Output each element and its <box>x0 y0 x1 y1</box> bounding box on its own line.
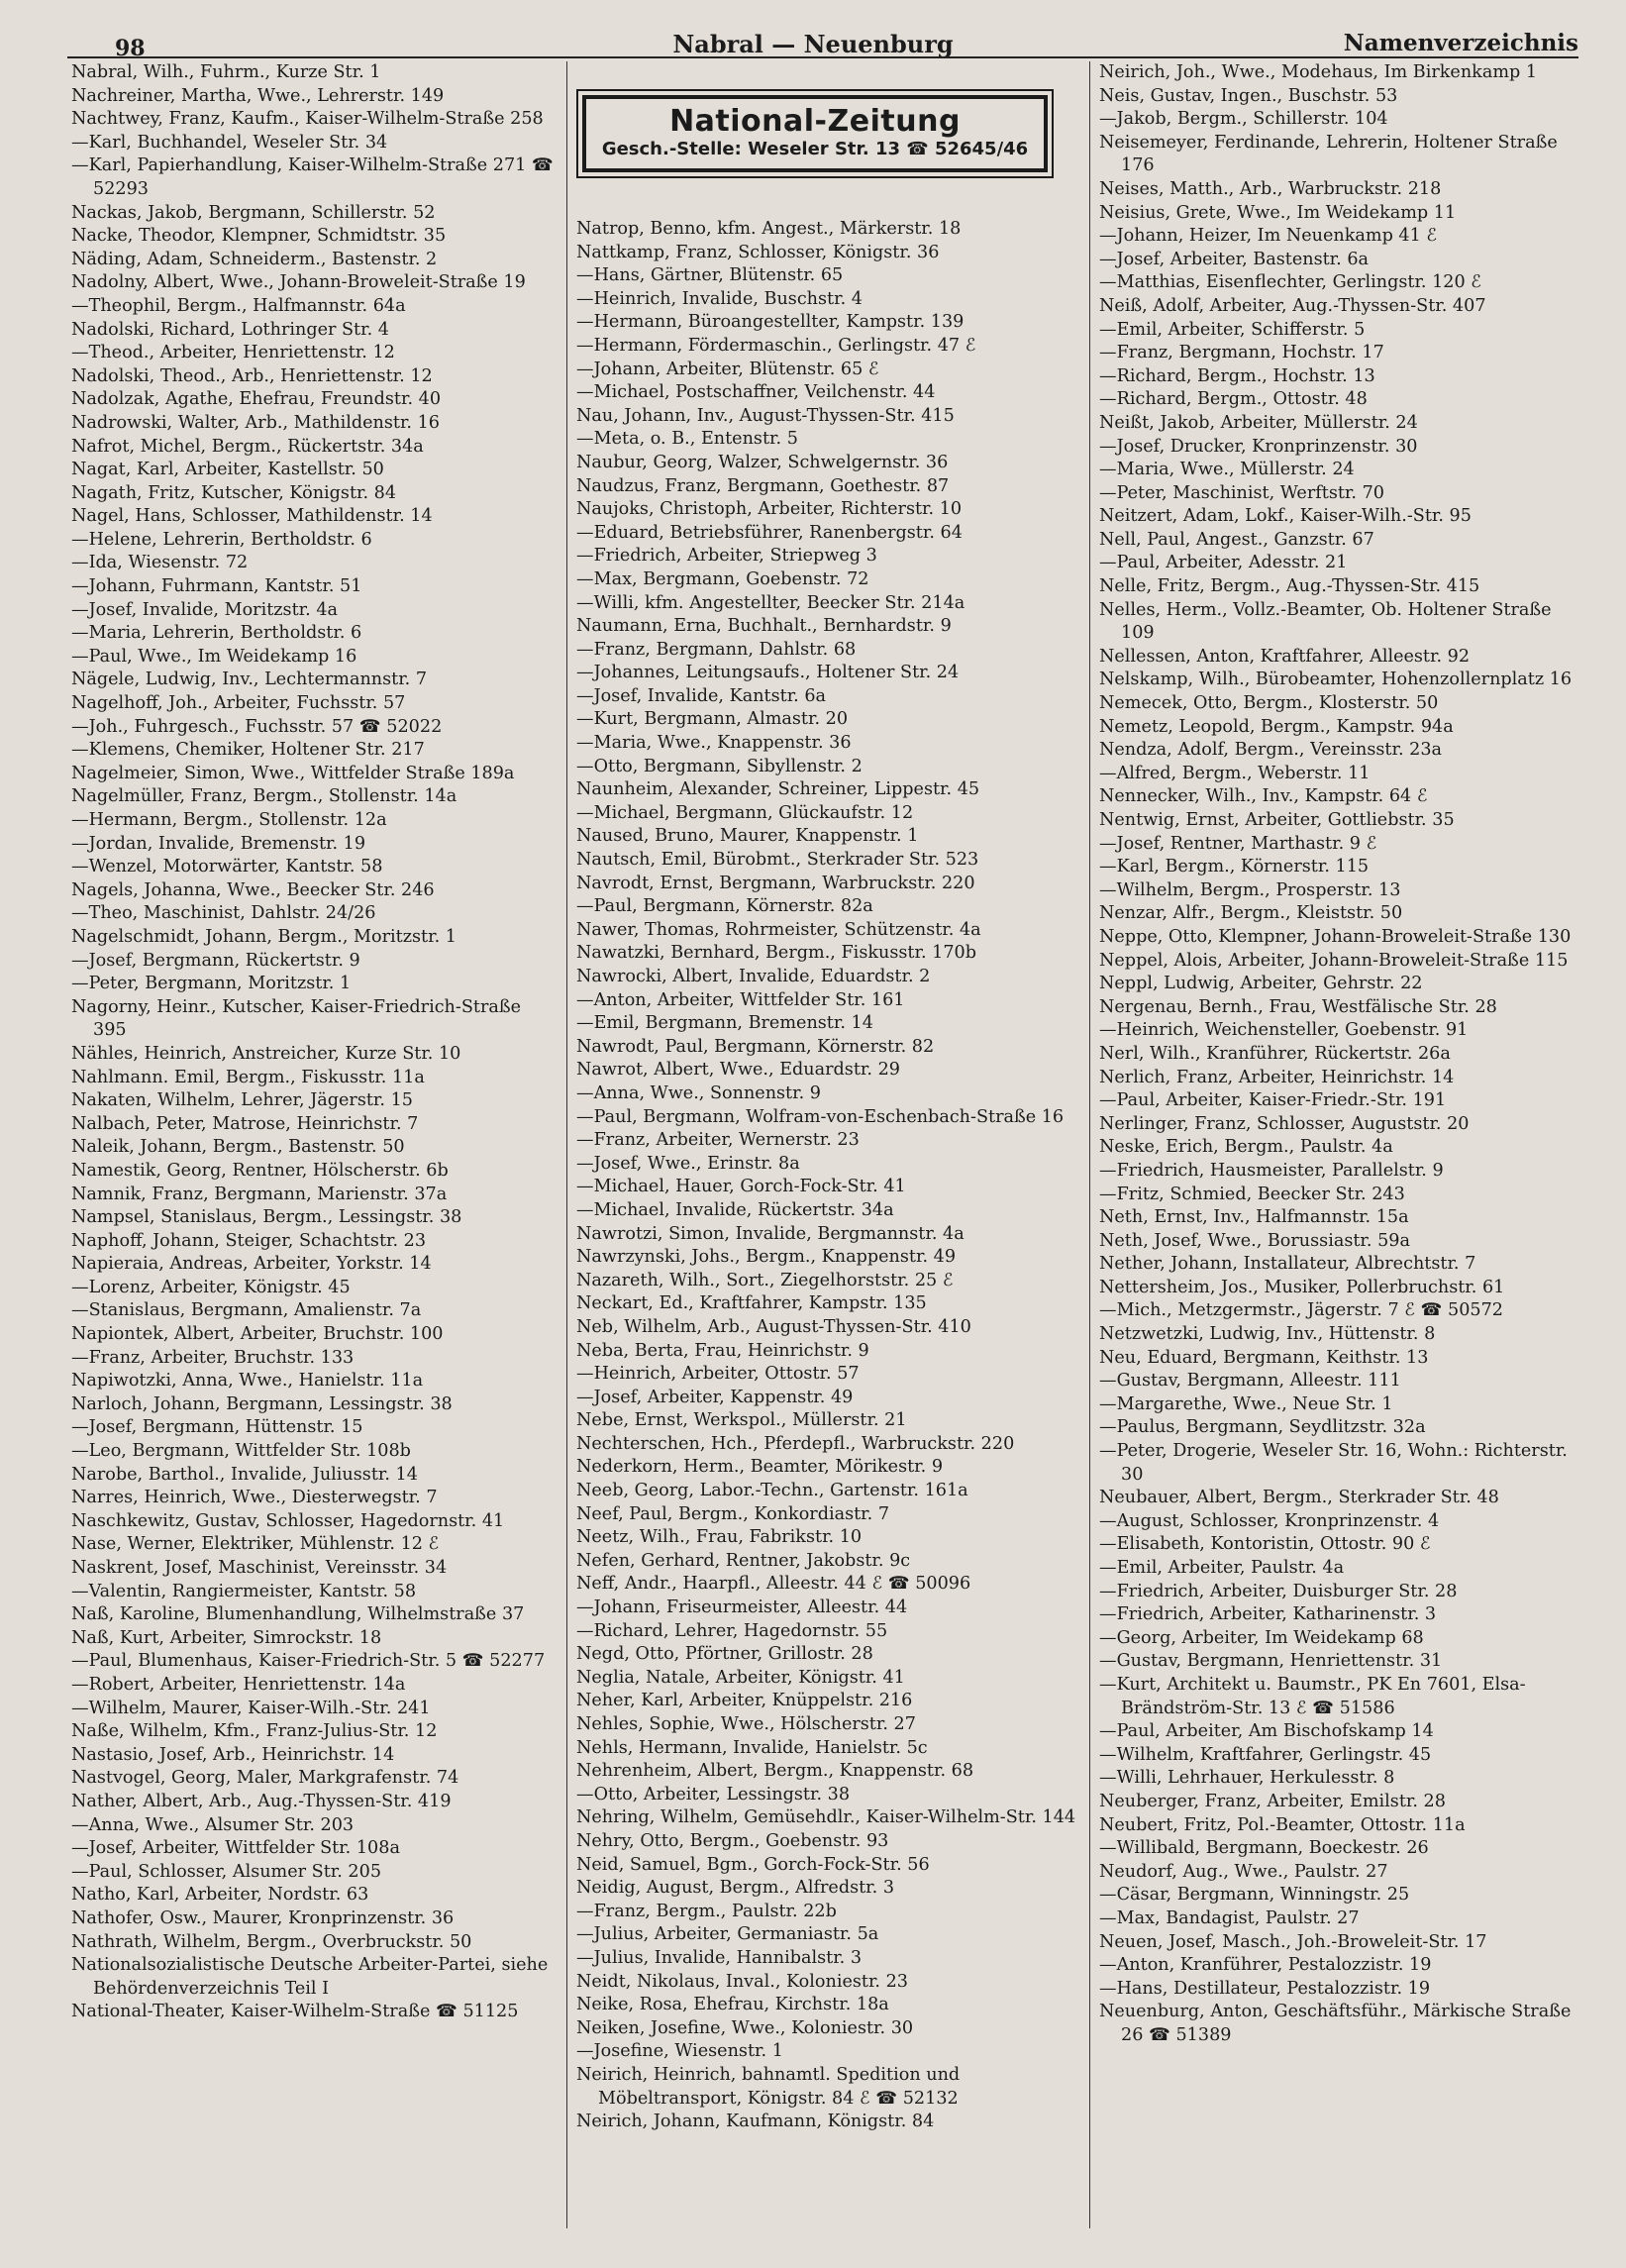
directory-entry: Nendza, Adolf, Bergm., Vereinsstr. 23a <box>1099 740 1443 761</box>
directory-entry: Neckart, Ed., Kraftfahrer, Kampstr. 135 <box>576 1293 927 1314</box>
directory-entry: —Paul, Bergmann, Körnerstr. 82a <box>576 896 873 917</box>
directory-entry: —Franz, Bergm., Paulstr. 22b <box>576 1901 837 1921</box>
directory-entry: Nagelmeier, Simon, Wwe., Wittfelder Straße 189a <box>71 763 515 783</box>
directory-entry: Naß, Karoline, Blumenhandlung, Wilhelmstraße 37 <box>71 1604 525 1625</box>
directory-entry: —Leo, Bergmann, Wittfelder Str. 108b <box>71 1441 411 1462</box>
directory-entry: Neid, Samuel, Bgm., Gorch-Fock-Str. 56 <box>576 1854 930 1875</box>
directory-entry: —Hermann, Bergm., Stollenstr. 12a <box>71 810 387 830</box>
directory-entry: Negd, Otto, Pförtner, Grillostr. 28 <box>576 1644 873 1665</box>
directory-entry: —Michael, Bergmann, Glückaufstr. 12 <box>576 802 914 823</box>
directory-entry: Nabral, Wilh., Fuhrm., Kurze Str. 1 <box>71 62 381 82</box>
directory-entry: —Georg, Arbeiter, Im Weidekamp 68 <box>1099 1627 1424 1648</box>
directory-entry: Nattkamp, Franz, Schlosser, Königstr. 36 <box>576 242 940 262</box>
ad-details: Gesch.-Stelle: Weseler Str. 13 ☎ 52645/46 <box>601 139 1029 159</box>
directory-entry: Naskrent, Josef, Maschinist, Vereinsstr. 34 <box>71 1558 448 1578</box>
directory-entry: —Maria, Lehrerin, Bertholdstr. 6 <box>71 623 362 644</box>
directory-entry: Naleik, Johann, Bergm., Bastenstr. 50 <box>71 1137 405 1158</box>
directory-entry: —Anna, Wwe., Sonnenstr. 9 <box>576 1082 821 1103</box>
directory-entry: —Maria, Wwe., Knappenstr. 36 <box>576 733 852 754</box>
directory-entry: Nathrath, Wilhelm, Bergm., Overbruckstr. 50 <box>71 1931 472 1952</box>
directory-entry: —Michael, Invalide, Rückertstr. 34a <box>576 1199 894 1220</box>
directory-entry: Nerlinger, Franz, Schlosser, Auguststr. 20 <box>1099 1113 1470 1134</box>
directory-entry: Nawrot, Albert, Wwe., Eduardstr. 29 <box>576 1060 900 1081</box>
directory-entry: Neis, Gustav, Ingen., Buschstr. 53 <box>1099 85 1398 106</box>
directory-entry: —Kurt, Bergmann, Almastr. 20 <box>576 709 849 730</box>
directory-entry: Nefen, Gerhard, Rentner, Jakobstr. 9c <box>576 1550 911 1571</box>
directory-entry: Nelle, Fritz, Bergm., Aug.-Thyssen-Str. 415 <box>1099 576 1480 597</box>
directory-entry: —Emil, Arbeiter, Paulstr. 4a <box>1099 1558 1345 1578</box>
directory-entry: Neppl, Ludwig, Arbeiter, Gehrstr. 22 <box>1099 974 1423 994</box>
directory-entry: —Lorenz, Arbeiter, Königstr. 45 <box>71 1277 351 1297</box>
directory-entry: Nell, Paul, Angest., Ganzstr. 67 <box>1099 529 1374 550</box>
directory-entry: —Heinrich, Arbeiter, Ottostr. 57 <box>576 1364 860 1385</box>
directory-entry: Napieraia, Andreas, Arbeiter, Yorkstr. 14 <box>71 1254 432 1275</box>
directory-entry: —Michael, Postschaffner, Veilchenstr. 44 <box>576 382 936 403</box>
directory-entry: Narres, Heinrich, Wwe., Diesterwegstr. 7 <box>71 1488 438 1508</box>
directory-entry: —Paul, Bergmann, Wolfram-von-Eschenbach-Straße 16 <box>576 1106 1065 1127</box>
directory-entry: Nather, Albert, Arb., Aug.-Thyssen-Str. 419 <box>71 1791 452 1811</box>
directory-entry: —Julius, Invalide, Hannibalstr. 3 <box>576 1947 863 1968</box>
directory-entry: —Franz, Bergmann, Dahlstr. 68 <box>576 639 857 660</box>
directory-entry: —Heinrich, Weichensteller, Goebenstr. 91 <box>1099 1020 1469 1041</box>
directory-entry: Nagels, Johanna, Wwe., Beecker Str. 246 <box>71 879 435 900</box>
directory-entry: Naujoks, Christoph, Arbeiter, Richterstr. 10 <box>576 499 963 520</box>
directory-entry: Naused, Bruno, Maurer, Knappenstr. 1 <box>576 826 919 847</box>
directory-entry: —Paul, Arbeiter, Adesstr. 21 <box>1099 553 1348 573</box>
directory-entry: Nampsel, Stanislaus, Bergm., Lessingstr. 38 <box>71 1207 462 1228</box>
directory-entry: Nelskamp, Wilh., Bürobeamter, Hohenzollernplatz 16 <box>1099 670 1573 690</box>
directory-entry: —Valentin, Rangiermeister, Kantstr. 58 <box>71 1581 417 1601</box>
directory-entry: —Friedrich, Arbeiter, Striepweg 3 <box>576 546 877 567</box>
directory-entry: —Willi, kfm. Angestellter, Beecker Str. 214a <box>576 592 965 613</box>
directory-entry: —Max, Bandagist, Paulstr. 27 <box>1099 1907 1360 1928</box>
directory-entry: Nagorny, Heinr., Kutscher, Kaiser-Friedrich-Straße 395 <box>71 996 522 1041</box>
directory-entry: Nase, Werner, Elektriker, Mühlenstr. 12 ℰ <box>71 1534 440 1555</box>
directory-entry: Nawrodt, Paul, Bergmann, Körnerstr. 82 <box>576 1036 935 1057</box>
directory-entry: —Otto, Bergmann, Sibyllenstr. 2 <box>576 756 863 776</box>
directory-entry: Netzwetzki, Ludwig, Inv., Hüttenstr. 8 <box>1099 1324 1436 1345</box>
directory-entry: Neu, Eduard, Bergmann, Keithstr. 13 <box>1099 1347 1429 1368</box>
directory-entry: —Willi, Lehrhauer, Herkulesstr. 8 <box>1099 1768 1395 1789</box>
directory-entry: Napiwotzki, Anna, Wwe., Hanielstr. 11a <box>71 1371 424 1392</box>
directory-entry: —Julius, Arbeiter, Germaniastr. 5a <box>576 1924 879 1945</box>
directory-entry: Neirich, Joh., Wwe., Modehaus, Im Birkenkamp 1 <box>1099 62 1538 82</box>
directory-entry: Naphoff, Johann, Steiger, Schachtstr. 23 <box>71 1230 427 1251</box>
directory-entry: Nawrocki, Albert, Invalide, Eduardstr. 2 <box>576 967 931 986</box>
directory-entry: Nehry, Otto, Bergm., Goebenstr. 93 <box>576 1830 889 1851</box>
directory-entry: —Alfred, Bergm., Weberstr. 11 <box>1099 763 1371 783</box>
directory-entry: Nägele, Ludwig, Inv., Lechtermannstr. 7 <box>71 670 428 690</box>
directory-entry: Nautsch, Emil, Bürobmt., Sterkrader Str. 523 <box>576 850 979 871</box>
directory-entry: —Emil, Arbeiter, Schifferstr. 5 <box>1099 319 1366 340</box>
directory-entry: Neetz, Wilh., Frau, Fabrikstr. 10 <box>576 1527 863 1548</box>
directory-entry: Nationalsozialistische Deutsche Arbeiter-Partei, siehe Behördenverzeichnis Teil I <box>71 1955 549 1999</box>
column-1 <box>71 61 557 2228</box>
directory-entry: Neske, Erich, Bergm., Paulstr. 4a <box>1099 1137 1393 1158</box>
directory-entry: —Anna, Wwe., Alsumer Str. 203 <box>71 1814 355 1835</box>
directory-entry: —Johannes, Leitungsaufs., Holtener Str. 24 <box>576 663 960 683</box>
directory-entry: Neißt, Jakob, Arbeiter, Müllerstr. 24 <box>1099 412 1418 433</box>
directory-entry: —Fritz, Schmied, Beecker Str. 243 <box>1099 1184 1405 1204</box>
directory-entry: Nafrot, Michel, Bergm., Rückertstr. 34a <box>71 436 424 457</box>
directory-entry: —Johann, Friseurmeister, Alleestr. 44 <box>576 1598 908 1618</box>
directory-entry: —Franz, Bergmann, Hochstr. 17 <box>1099 343 1384 363</box>
directory-entry: —Franz, Arbeiter, Wernerstr. 23 <box>576 1130 860 1151</box>
directory-entry: —Ida, Wiesenstr. 72 <box>71 553 249 573</box>
directory-entry: —Josef, Invalide, Kantstr. 6a <box>576 685 827 706</box>
directory-entry: —Peter, Bergmann, Moritzstr. 1 <box>71 974 352 994</box>
directory-entry: Narobe, Barthol., Invalide, Juliusstr. 14 <box>71 1464 418 1485</box>
directory-entry: Näding, Adam, Schneiderm., Bastenstr. 2 <box>71 249 438 269</box>
directory-entry: Nadolski, Richard, Lothringer Str. 4 <box>71 319 389 340</box>
directory-entry: Naße, Wilhelm, Kfm., Franz-Julius-Str. 12 <box>71 1721 438 1742</box>
section-title: Namenverzeichnis <box>1343 30 1578 56</box>
directory-entry: Neike, Rosa, Ehefrau, Kirchstr. 18a <box>576 1995 889 2015</box>
directory-entry: Nentwig, Ernst, Arbeiter, Gottliebstr. 35 <box>1099 810 1455 830</box>
directory-entry: —Franz, Arbeiter, Bruchstr. 133 <box>71 1347 355 1368</box>
directory-entry: —Josef, Arbeiter, Kappenstr. 49 <box>576 1387 854 1407</box>
directory-entry: Nehles, Sophie, Wwe., Hölscherstr. 27 <box>576 1714 916 1734</box>
directory-entry: Neppel, Alois, Arbeiter, Johann-Broweleit-Straße 115 <box>1099 950 1569 971</box>
page-title: Nabral — Neuenburg <box>672 30 954 58</box>
directory-entry: —Wilhelm, Bergm., Prosperstr. 13 <box>1099 879 1401 900</box>
directory-entry: —August, Schlosser, Kronprinzenstr. 4 <box>1099 1510 1440 1531</box>
directory-entry: Neb, Wilhelm, Arb., August-Thyssen-Str. 410 <box>576 1316 971 1337</box>
directory-entry: Nagel, Hans, Schlosser, Mathildenstr. 14 <box>71 506 433 527</box>
directory-entry: —Josef, Arbeiter, Bastenstr. 6a <box>1099 249 1370 269</box>
directory-entry: —Jordan, Invalide, Bremenstr. 19 <box>71 833 366 854</box>
directory-entry: —Hermann, Büroangestellter, Kampstr. 139 <box>576 312 965 333</box>
directory-entry: —Paul, Wwe., Im Weidekamp 16 <box>71 646 357 667</box>
directory-entry: Naubur, Georg, Walzer, Schwelgernstr. 36 <box>576 452 949 472</box>
directory-entry: —Klemens, Chemiker, Holtener Str. 217 <box>71 740 425 761</box>
directory-entry: Nennecker, Wilh., Inv., Kampstr. 64 ℰ <box>1099 786 1428 807</box>
column-3 <box>1099 61 1584 2228</box>
ad-name: National-Zeitung <box>669 104 961 139</box>
directory-entry: Nellessen, Anton, Kraftfahrer, Alleestr. 92 <box>1099 646 1471 667</box>
directory-entry: —Wenzel, Motorwärter, Kantstr. 58 <box>71 857 383 877</box>
directory-entry: —Jakob, Bergm., Schillerstr. 104 <box>1099 109 1388 130</box>
directory-entry: —Karl, Papierhandlung, Kaiser-Wilhelm-Straße 271 ☎ 52293 <box>71 155 554 199</box>
directory-entry: —Johann, Heizer, Im Neuenkamp 41 ℰ <box>1099 226 1438 247</box>
directory-entry: —Heinrich, Invalide, Buschstr. 4 <box>576 288 863 309</box>
directory-entry: Nehls, Hermann, Invalide, Hanielstr. 5c <box>576 1737 928 1758</box>
directory-entry: Nadolzak, Agathe, Ehefrau, Freundstr. 40 <box>71 389 442 410</box>
directory-entry: —Karl, Bergm., Körnerstr. 115 <box>1099 857 1370 877</box>
directory-entry: —Matthias, Eisenflechter, Gerlingstr. 120 ℰ <box>1099 272 1481 293</box>
directory-entry: Neef, Paul, Bergm., Konkordiastr. 7 <box>576 1503 890 1524</box>
directory-entry: Nahlmann. Emil, Bergm., Fiskusstr. 11a <box>71 1067 425 1087</box>
directory-entry: Nenzar, Alfr., Bergm., Kleiststr. 50 <box>1099 903 1403 924</box>
directory-entry: Neudorf, Aug., Wwe., Paulstr. 27 <box>1099 1861 1388 1882</box>
directory-entry: Neba, Berta, Frau, Heinrichstr. 9 <box>576 1340 869 1361</box>
directory-entry: —Paul, Arbeiter, Am Bischofskamp 14 <box>1099 1721 1434 1742</box>
directory-entry: Naumann, Erna, Buchhalt., Bernhardstr. 9 <box>576 616 952 637</box>
directory-entry: Neubert, Fritz, Pol.-Beamter, Ottostr. 11a <box>1099 1814 1466 1835</box>
directory-entry: —Hans, Gärtner, Blütenstr. 65 <box>576 265 844 286</box>
directory-entry: Nagath, Fritz, Kutscher, Königstr. 84 <box>71 482 397 503</box>
directory-entry: Neth, Josef, Wwe., Borussiastr. 59a <box>1099 1230 1410 1251</box>
directory-entry: —Otto, Arbeiter, Lessingstr. 38 <box>576 1784 851 1804</box>
directory-entry: —Gustav, Bergmann, Alleestr. 111 <box>1099 1371 1401 1392</box>
column-2-entries <box>576 218 1081 2134</box>
directory-entry: —Paul, Blumenhaus, Kaiser-Friedrich-Str. 5 ☎ 52277 <box>71 1651 546 1672</box>
directory-entry: —Friedrich, Arbeiter, Katharinenstr. 3 <box>1099 1604 1437 1625</box>
directory-entry: Neth, Ernst, Inv., Halfmannstr. 15a <box>1099 1207 1409 1228</box>
directory-entry: —Johann, Arbeiter, Blütenstr. 65 ℰ <box>576 359 879 379</box>
directory-entry: Nazareth, Wilh., Sort., Ziegelhorststr. 25 ℰ <box>576 1270 954 1290</box>
directory-entry: —Hans, Destillateur, Pestalozzistr. 19 <box>1099 1978 1431 1999</box>
directory-entry: Neff, Andr., Haarpfl., Alleestr. 44 ℰ ☎ 50096 <box>576 1574 971 1595</box>
directory-entry: —Willibald, Bergmann, Boeckestr. 26 <box>1099 1838 1429 1859</box>
directory-entry: Neises, Matth., Arb., Warbruckstr. 218 <box>1099 178 1442 199</box>
directory-entry: —Friedrich, Arbeiter, Duisburger Str. 28 <box>1099 1581 1458 1601</box>
directory-entry: —Richard, Lehrer, Hagedornstr. 55 <box>576 1620 888 1641</box>
directory-entry: Neiken, Josefine, Wwe., Koloniestr. 30 <box>576 2017 914 2038</box>
directory-entry: Neirich, Johann, Kaufmann, Königstr. 84 <box>576 2112 935 2132</box>
directory-entry: Natrop, Benno, kfm. Angest., Märkerstr. 18 <box>576 219 962 239</box>
directory-entry: —Margarethe, Wwe., Neue Str. 1 <box>1099 1393 1393 1414</box>
directory-entry: Nacke, Theodor, Klempner, Schmidtstr. 35 <box>71 226 447 247</box>
directory-entry: Nakaten, Wilhelm, Lehrer, Jägerstr. 15 <box>71 1090 413 1111</box>
directory-entry: —Josef, Bergmann, Rückertstr. 9 <box>71 950 360 971</box>
directory-entry: Natho, Karl, Arbeiter, Nordstr. 63 <box>71 1885 369 1906</box>
directory-entry: —Johann, Fuhrmann, Kantstr. 51 <box>71 576 362 597</box>
directory-entry: Nerlich, Franz, Arbeiter, Heinrichstr. 14 <box>1099 1067 1455 1087</box>
directory-entry: Nachreiner, Martha, Wwe., Lehrerstr. 149 <box>71 85 445 106</box>
column-2 <box>576 61 1081 2228</box>
directory-entry: Nähles, Heinrich, Anstreicher, Kurze Str. 10 <box>71 1043 461 1064</box>
advertisement-box <box>582 95 1048 172</box>
page-number: 98 <box>115 36 146 61</box>
directory-entry: —Josef, Bergmann, Hüttenstr. 15 <box>71 1417 363 1438</box>
directory-entry: —Josefine, Wiesenstr. 1 <box>576 2041 783 2062</box>
directory-entry: —Elisabeth, Kontoristin, Ottostr. 90 ℰ <box>1099 1534 1431 1555</box>
directory-entry: —Anton, Kranführer, Pestalozzistr. 19 <box>1099 1955 1432 1976</box>
directory-entry: Nemetz, Leopold, Bergm., Kampstr. 94a <box>1099 716 1454 737</box>
directory-entry: —Mich., Metzgermstr., Jägerstr. 7 ℰ ☎ 50572 <box>1099 1300 1503 1321</box>
directory-entry: Nadolski, Theod., Arb., Henriettenstr. 12 <box>71 365 433 386</box>
directory-entry: —Peter, Drogerie, Weseler Str. 16, Wohn.: Richterstr. 30 <box>1099 1441 1568 1485</box>
directory-entry: Nerl, Wilh., Kranführer, Rückertstr. 26a <box>1099 1043 1451 1064</box>
directory-entry: Nathofer, Osw., Maurer, Kronprinzenstr. 36 <box>71 1907 455 1928</box>
directory-entry: —Michael, Hauer, Gorch-Fock-Str. 41 <box>576 1177 906 1197</box>
directory-entry: —Eduard, Betriebsführer, Ranenbergstr. 64 <box>576 522 963 543</box>
directory-entry: Nehring, Wilhelm, Gemüsehdlr., Kaiser-Wilhelm-Str. 144 <box>576 1807 1076 1828</box>
directory-entry: Nau, Johann, Inv., August-Thyssen-Str. 415 <box>576 405 955 426</box>
directory-entry: Neeb, Georg, Labor.-Techn., Gartenstr. 161a <box>576 1481 968 1501</box>
directory-entry: —Emil, Bergmann, Bremenstr. 14 <box>576 1013 873 1034</box>
directory-entry: Neuberger, Franz, Arbeiter, Emilstr. 28 <box>1099 1791 1446 1811</box>
directory-entry: Nawrotzi, Simon, Invalide, Bergmannstr. 4a <box>576 1223 965 1244</box>
directory-entry: Navrodt, Ernst, Bergmann, Warbruckstr. 220 <box>576 873 975 893</box>
column-divider <box>1089 61 1090 2228</box>
directory-entry: Nagelhoff, Joh., Arbeiter, Fuchsstr. 57 <box>71 693 406 714</box>
directory-entry: —Theo, Maschinist, Dahlstr. 24/26 <box>71 903 376 924</box>
directory-entry: —Helene, Lehrerin, Bertholdstr. 6 <box>71 529 372 550</box>
directory-entry: —Wilhelm, Kraftfahrer, Gerlingstr. 45 <box>1099 1744 1432 1765</box>
directory-entry: Naß, Kurt, Arbeiter, Simrockstr. 18 <box>71 1627 382 1648</box>
directory-entry: —Cäsar, Bergmann, Winningstr. 25 <box>1099 1885 1410 1906</box>
directory-entry: —Anton, Arbeiter, Wittfelder Str. 161 <box>576 989 905 1010</box>
directory-entry: Neher, Karl, Arbeiter, Knüppelstr. 216 <box>576 1691 913 1711</box>
directory-entry: Neirich, Heinrich, bahnamtl. Spedition und Möbeltransport, Königstr. 84 ℰ ☎ 52132 <box>576 2064 961 2109</box>
directory-entry: Nettersheim, Jos., Musiker, Pollerbruchstr. 61 <box>1099 1277 1505 1297</box>
directory-entry: Napiontek, Albert, Arbeiter, Bruchstr. 100 <box>71 1324 444 1345</box>
directory-entry: —Theod., Arbeiter, Henriettenstr. 12 <box>71 343 395 363</box>
directory-entry: Neisius, Grete, Wwe., Im Weidekamp 11 <box>1099 202 1457 223</box>
directory-entry: Neglia, Natale, Arbeiter, Königstr. 41 <box>576 1667 905 1688</box>
directory-entry: Neidig, August, Bergm., Alfredstr. 3 <box>576 1878 895 1899</box>
directory-entry: Narloch, Johann, Bergmann, Lessingstr. 38 <box>71 1393 453 1414</box>
directory-entry: Nawrzynski, Johs., Bergm., Knappenstr. 49 <box>576 1247 957 1268</box>
column-divider <box>566 61 567 2228</box>
directory-entry: Nachtwey, Franz, Kaufm., Kaiser-Wilhelm-Straße 258 <box>71 109 544 130</box>
directory-entry: Nechterschen, Hch., Pferdepfl., Warbruckstr. 220 <box>576 1433 1015 1454</box>
directory-entry: —Gustav, Bergmann, Henriettenstr. 31 <box>1099 1651 1443 1672</box>
directory-entry: —Hermann, Fördermaschin., Gerlingstr. 47 ℰ <box>576 335 976 356</box>
directory-entry: —Max, Bergmann, Goebenstr. 72 <box>576 568 869 589</box>
directory-entry: —Peter, Maschinist, Werftstr. 70 <box>1099 482 1384 503</box>
directory-entry: Nadolny, Albert, Wwe., Johann-Broweleit-Straße 19 <box>71 272 526 293</box>
directory-entry: Nalbach, Peter, Matrose, Heinrichstr. 7 <box>71 1113 419 1134</box>
directory-entry: Nelles, Herm., Vollz.-Beamter, Ob. Holtener Straße 109 <box>1099 599 1552 644</box>
directory-entry: Neisemeyer, Ferdinande, Lehrerin, Holtener Straße 176 <box>1099 132 1558 176</box>
directory-entry: National-Theater, Kaiser-Wilhelm-Straße ☎ 51125 <box>71 2002 519 2022</box>
directory-entry: Nebe, Ernst, Werkspol., Müllerstr. 21 <box>576 1410 907 1431</box>
directory-entry: —Joh., Fuhrgesch., Fuchsstr. 57 ☎ 52022 <box>71 716 443 737</box>
directory-entry: Nergenau, Bernh., Frau, Westfälische Str. 28 <box>1099 996 1497 1017</box>
directory-entry: Neiß, Adolf, Arbeiter, Aug.-Thyssen-Str. 407 <box>1099 295 1486 316</box>
directory-entry: —Josef, Rentner, Marthastr. 9 ℰ <box>1099 833 1377 854</box>
directory-entry: —Robert, Arbeiter, Henriettenstr. 14a <box>71 1674 406 1695</box>
directory-entry: Nawatzki, Bernhard, Bergm., Fiskusstr. 170b <box>576 943 976 964</box>
directory-entry: Namnik, Franz, Bergmann, Marienstr. 37a <box>71 1184 448 1204</box>
directory-entry: Naschkewitz, Gustav, Schlosser, Hagedornstr. 41 <box>71 1510 505 1531</box>
directory-entry: Nederkorn, Herm., Beamter, Mörikestr. 9 <box>576 1457 944 1478</box>
directory-entry: Nastvogel, Georg, Maler, Markgrafenstr. 74 <box>71 1768 459 1789</box>
directory-entry: Nagelmüller, Franz, Bergm., Stollenstr. 14a <box>71 786 457 807</box>
directory-entry: Naunheim, Alexander, Schreiner, Lippestr. 45 <box>576 779 980 800</box>
directory-entry: —Richard, Bergm., Ottostr. 48 <box>1099 389 1368 410</box>
directory-entry: Nawer, Thomas, Rohrmeister, Schützenstr. 4a <box>576 919 981 940</box>
directory-entry: —Josef, Invalide, Moritzstr. 4a <box>71 599 338 620</box>
directory-entry: Nagat, Karl, Arbeiter, Kastellstr. 50 <box>71 460 384 480</box>
directory-entry: —Friedrich, Hausmeister, Parallelstr. 9 <box>1099 1160 1444 1181</box>
directory-entry: —Josef, Wwe., Erinstr. 8a <box>576 1153 800 1174</box>
page-header <box>0 0 1626 59</box>
directory-entry: Neuen, Josef, Masch., Joh.-Broweleit-Str. 17 <box>1099 1931 1487 1952</box>
directory-entry: —Meta, o. B., Entenstr. 5 <box>576 429 798 450</box>
directory-entry: Nagelschmidt, Johann, Bergm., Moritzstr. 1 <box>71 926 457 947</box>
directory-entry: Neuenburg, Anton, Geschäftsführ., Märkische Straße 26 ☎ 51389 <box>1099 2002 1572 2045</box>
directory-entry: Naudzus, Franz, Bergmann, Goethestr. 87 <box>576 475 950 496</box>
directory-entry: Namestik, Georg, Rentner, Hölscherstr. 6b <box>71 1160 449 1181</box>
directory-entry: Nemecek, Otto, Bergm., Klosterstr. 50 <box>1099 693 1439 714</box>
directory-entry: —Paul, Schlosser, Alsumer Str. 205 <box>71 1861 382 1882</box>
directory-entry: Neubauer, Albert, Bergm., Sterkrader Str. 48 <box>1099 1488 1499 1508</box>
directory-entry: —Paul, Arbeiter, Kaiser-Friedr.-Str. 191 <box>1099 1090 1447 1111</box>
directory-entry: —Karl, Buchhandel, Weseler Str. 34 <box>71 132 388 153</box>
directory-entry: —Maria, Wwe., Müllerstr. 24 <box>1099 460 1355 480</box>
directory-entry: —Wilhelm, Maurer, Kaiser-Wilh.-Str. 241 <box>71 1698 431 1718</box>
directory-entry: Nether, Johann, Installateur, Albrechtstr. 7 <box>1099 1254 1476 1275</box>
directory-entry: Nastasio, Josef, Arb., Heinrichstr. 14 <box>71 1744 395 1765</box>
directory-entry: Nehrenheim, Albert, Bergm., Knappenstr. 68 <box>576 1761 974 1782</box>
directory-entry: —Josef, Drucker, Kronprinzenstr. 30 <box>1099 436 1418 457</box>
directory-entry: —Richard, Bergm., Hochstr. 13 <box>1099 365 1375 386</box>
header-rule <box>67 56 1578 58</box>
directory-entry: —Stanislaus, Bergmann, Amalienstr. 7a <box>71 1300 422 1321</box>
directory-entry: Neppe, Otto, Klempner, Johann-Broweleit-Straße 130 <box>1099 926 1572 947</box>
directory-entry: Neitzert, Adam, Lokf., Kaiser-Wilh.-Str. 95 <box>1099 506 1472 527</box>
directory-entry: Neidt, Nikolaus, Inval., Koloniestr. 23 <box>576 1971 909 1992</box>
directory-entry: Nackas, Jakob, Bergmann, Schillerstr. 52 <box>71 202 436 223</box>
directory-entry: —Theophil, Bergm., Halfmannstr. 64a <box>71 295 406 316</box>
directory-entry: Nadrowski, Walter, Arb., Mathildenstr. 16 <box>71 412 440 433</box>
directory-entry: —Kurt, Architekt u. Baumstr., PK En 7601, Elsa-Brändström-Str. 13 ℰ ☎ 51586 <box>1099 1674 1526 1718</box>
directory-entry: —Paulus, Bergmann, Seydlitzstr. 32a <box>1099 1417 1426 1438</box>
directory-entry: —Josef, Arbeiter, Wittfelder Str. 108a <box>71 1838 400 1859</box>
